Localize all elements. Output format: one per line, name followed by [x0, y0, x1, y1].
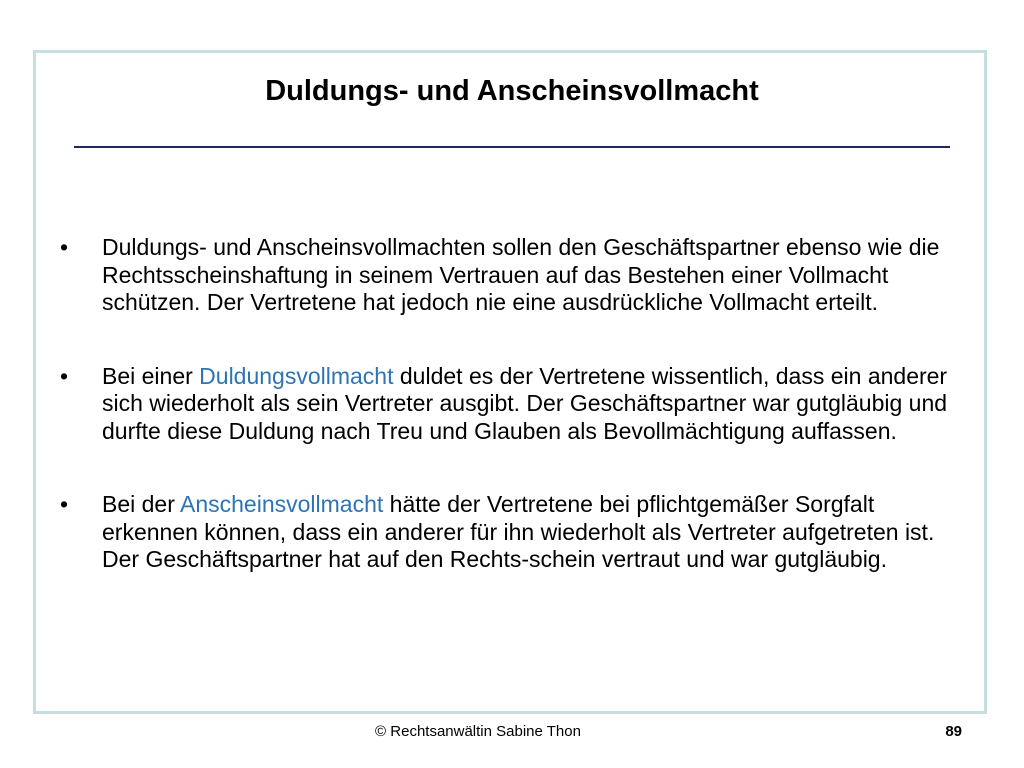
page-number: 89	[945, 723, 962, 740]
bullet-text-rest: hätte der Vertretene bei pflichtgemäßer Sorgfalt erkennen können, dass ein anderer für ihn wiederholt als Vertreter aufgetreten ist. Der Geschäftspartner hat auf den Rechts-schein vertraut und war gutgläubig.	[102, 491, 935, 572]
bullet-item-2	[60, 363, 970, 446]
bullet-text-rest: duldet es der Vertretene wissentlich, dass ein anderer sich wiederholt als sein Vertreter ausgibt. Der Geschäftspartner war gutgläubig und durfte diese Duldung nach Treu und Glauben als Bevollmächtigung auffassen.	[102, 362, 948, 444]
bullet-item-1	[60, 234, 970, 317]
bullet-text: Duldungs- und Anscheinsvollmachten sollen den Geschäftspartner ebenso wie die Rechtsscheinshaftung in seinem Vertrauen auf das Bestehen einer Vollmacht schützen. Der Vertretene hat jedoch nie eine ausdrückliche Vollmacht erteilt.	[102, 234, 940, 315]
bullet-dot-icon: •	[60, 491, 69, 517]
title-underline	[74, 146, 950, 148]
bullet-text-lead: Bei einer	[102, 362, 200, 389]
highlighted-term-duldungsvollmacht: Duldungsvollmacht	[199, 362, 394, 389]
slide-title: Duldungs- und Anscheinsvollmacht	[265, 75, 759, 107]
bullet-text-lead: Bei der	[102, 491, 180, 517]
bullet-dot-icon: •	[60, 234, 69, 260]
footer-author: © Rechtsanwältin Sabine Thon	[375, 723, 581, 740]
bullet-item-3	[60, 491, 970, 574]
bullet-dot-icon: •	[60, 362, 69, 389]
highlighted-term-anscheinsvollmacht: Anscheinsvollmacht	[180, 491, 384, 517]
bullet-list	[60, 234, 970, 574]
